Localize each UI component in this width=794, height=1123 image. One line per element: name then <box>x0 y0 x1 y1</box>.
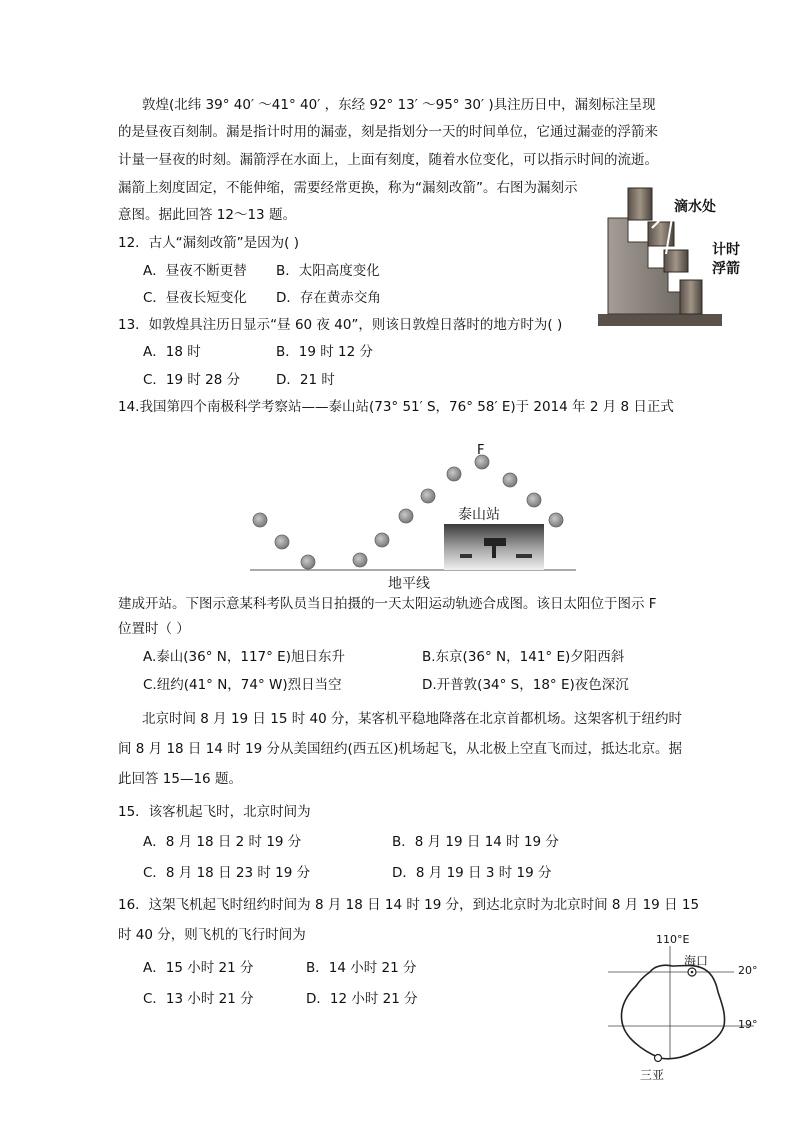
haikou-label: 海口 <box>684 954 709 968</box>
sun-position <box>353 553 367 567</box>
intro-line-1: 敦煌(北纬 39° 40′ ～41° 40′ ，东经 92° 13′ ～95° 30′ )具注历日中，漏刻标注呈现 <box>142 97 656 113</box>
q15-option-b: B．8 月 19 日 14 时 19 分 <box>392 834 559 850</box>
passage2-line-2: 间 8 月 18 日 14 时 19 分从美国纽约(西五区)机场起飞，从北极上空直飞而过，抵达北京。据 <box>118 741 682 757</box>
q14-stem: 14.我国第四个南极科学考察站——泰山站(73° 51′ S，76° 58′ E)于 2014 年 2 月 8 日正式 <box>118 399 674 415</box>
q12-option-c: C．昼夜长短变化 <box>143 290 247 306</box>
q16-option-c: C．13 小时 21 分 <box>143 991 254 1007</box>
q13-stem: 13．如敦煌具注历日显示“昼 60 夜 40”，则该日敦煌日落时的地方时为( ) <box>118 317 563 333</box>
q15-option-c: C．8 月 18 日 23 时 19 分 <box>143 865 311 881</box>
passage2-line-1: 北京时间 8 月 19 日 15 时 40 分，某客机平稳地降落在北京首都机场。这架客机于纽约时 <box>142 711 682 727</box>
q16-option-d: D．12 小时 21 分 <box>306 991 418 1007</box>
q15-option-a: A．8 月 18 日 2 时 19 分 <box>143 834 302 850</box>
q15-stem: 15．该客机起飞时，北京时间为 <box>118 804 311 820</box>
pot-1 <box>628 188 652 220</box>
drip-label: 滴水处 <box>674 199 716 215</box>
station-label: 泰山站 <box>458 507 500 523</box>
sun-trajectory-figure <box>248 440 578 590</box>
q14-option-a: A.泰山(36° N，117° E)旭日东升 <box>143 649 345 665</box>
q14-stem-cont-2: 位置时（ ） <box>118 621 190 637</box>
q16-stem-2: 时 40 分，则飞机的飞行时间为 <box>118 927 306 943</box>
sun-position <box>301 555 315 569</box>
lat-20-label: 20° <box>738 964 758 977</box>
intro-line-2: 的是昼夜百刻制。漏是指计时用的漏壶，刻是指划分一天的时间单位，它通过漏壶的浮箭来 <box>118 124 658 140</box>
sun-position <box>421 489 435 503</box>
sun-position <box>399 509 413 523</box>
q14-option-b: B.东京(36° N，141° E)夕阳西斜 <box>422 649 625 665</box>
hainan-island-outline <box>621 965 724 1059</box>
q12-option-d: D．存在黄赤交角 <box>276 290 381 306</box>
peak-label-f: F <box>477 443 485 458</box>
q15-option-d: D．8 月 19 日 3 时 19 分 <box>392 865 552 881</box>
sun-position <box>375 533 389 547</box>
float-label-1: 计时 <box>712 242 740 258</box>
q12-option-a: A．昼夜不断更替 <box>143 263 247 279</box>
sun-position <box>253 513 267 527</box>
pot-4 <box>680 280 702 314</box>
q16-option-b: B．14 小时 21 分 <box>306 960 417 976</box>
float-label-2: 浮箭 <box>712 261 740 277</box>
longitude-label: 110°E <box>656 933 690 946</box>
lat-19-label: 19° <box>738 1018 758 1031</box>
q14-option-c: C.纽约(41° N，74° W)烈日当空 <box>143 677 342 693</box>
sanya-marker <box>655 1055 662 1062</box>
q14-option-d: D.开普敦(34° S，18° E)夜色深沉 <box>422 677 629 693</box>
sun-position <box>447 467 461 481</box>
q12-option-b: B．太阳高度变化 <box>276 263 380 279</box>
sun-position <box>527 493 541 507</box>
q13-option-a: A．18 时 <box>143 344 201 360</box>
sun-position <box>549 513 563 527</box>
horizon-label: 地平线 <box>388 576 430 592</box>
hainan-map <box>604 930 784 1085</box>
q12-stem: 12．古人“漏刻改箭”是因为( ) <box>118 235 299 251</box>
q16-option-a: A．15 小时 21 分 <box>143 960 254 976</box>
intro-line-5: 意图。据此回答 12～13 题。 <box>118 207 296 223</box>
q14-stem-cont-1: 建成开站。下图示意某科考队员当日拍摄的一天太阳运动轨迹合成图。该日太阳位于图示 F <box>118 596 657 612</box>
sun-position <box>275 535 289 549</box>
passage2-line-3: 此回答 15—16 题。 <box>118 771 242 787</box>
q16-stem-1: 16．这架飞机起飞时纽约时间为 8 月 18 日 14 时 19 分，到达北京时为北京时间 8 月 19 日 15 <box>118 897 700 913</box>
intro-line-3: 计量一昼夜的时刻。漏箭浮在水面上，上面有刻度，随着水位变化，可以指示时间的流逝。 <box>118 152 658 168</box>
sanya-label: 三亚 <box>640 1068 665 1082</box>
intro-line-4: 漏箭上刻度固定，不能伸缩，需要经常更换，称为“漏刻改箭”。右图为漏刻示 <box>118 180 578 196</box>
sun-position <box>503 473 517 487</box>
q13-option-c: C．19 时 28 分 <box>143 372 241 388</box>
clepsydra-figure <box>598 184 748 334</box>
q13-option-b: B．19 时 12 分 <box>276 344 373 360</box>
pot-3 <box>664 250 688 272</box>
sun-trajectory-diagram <box>248 440 578 590</box>
q13-option-d: D．21 时 <box>276 372 335 388</box>
